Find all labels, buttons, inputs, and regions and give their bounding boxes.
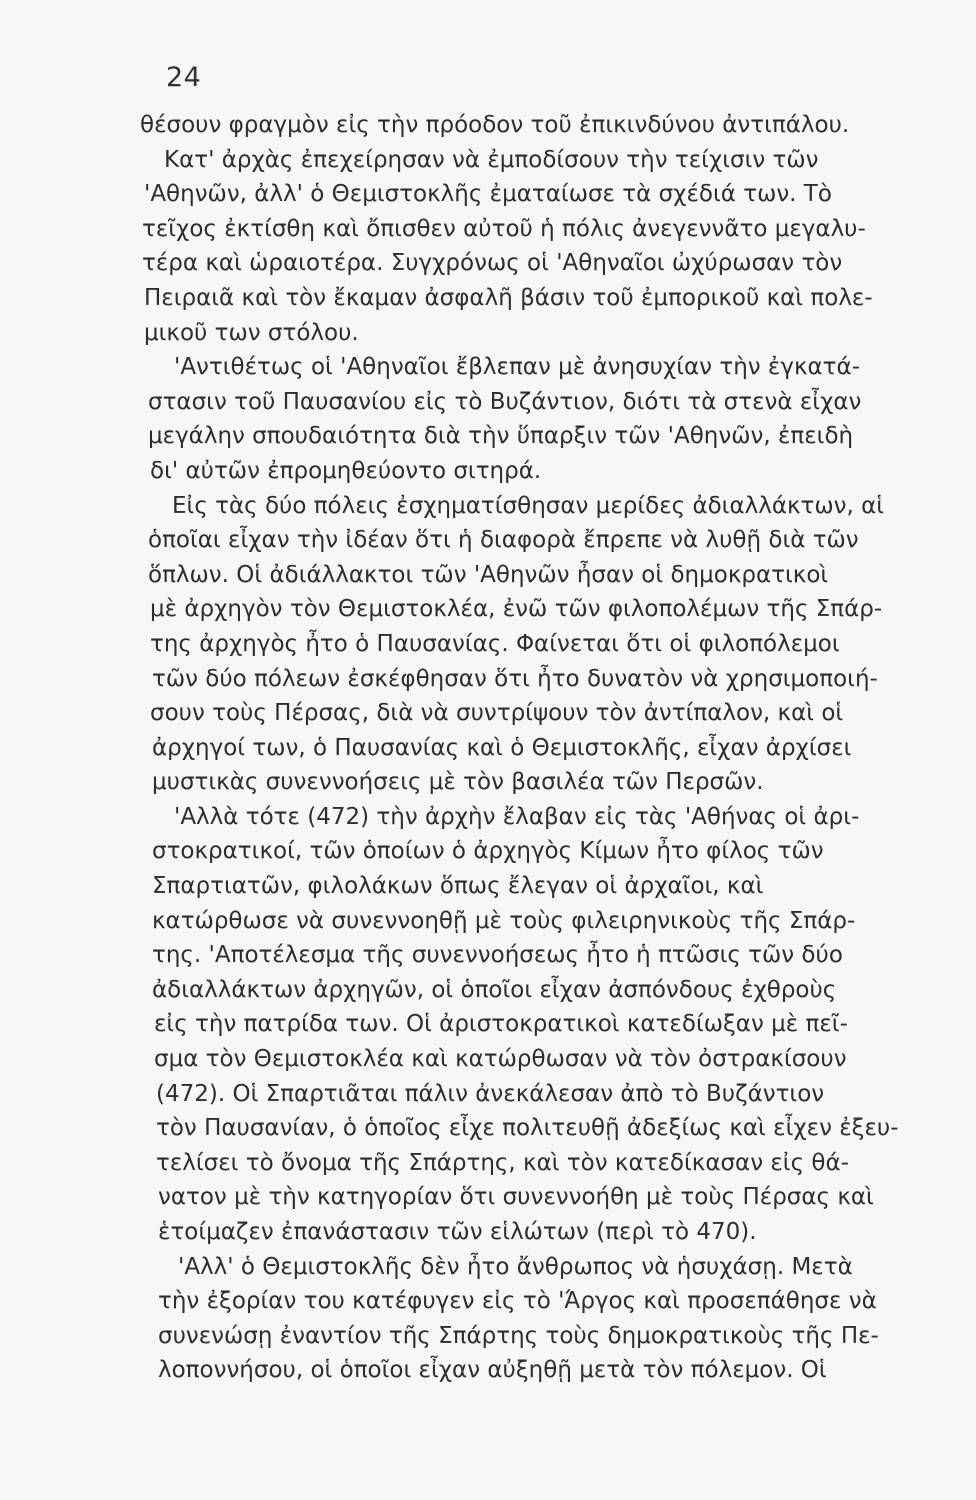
- text-line: στοκρατικοί, τῶν ὁποίων ὁ ἀρχηγὸς Κίμων ἦτο φίλος τῶν: [152, 838, 824, 865]
- text-line: τεῖχος ἐκτίσθη καὶ ὄπισθεν αὐτοῦ ἡ πόλις ἀνεγεννᾶτο μεγαλυ-: [142, 215, 866, 242]
- text-line: ἀδιαλλάκτων ἀρχηγῶν, οἱ ὁποῖοι εἶχαν ἀσπόνδους ἐχθροὺς: [152, 976, 837, 1003]
- text-line: μικοῦ των στόλου.: [144, 319, 359, 346]
- text-line: νατον μὲ τὴν κατηγορίαν ὅτι συνεννοήθη μὲ τοὺς Πέρσας καὶ: [158, 1184, 874, 1211]
- text-line: συνενώσῃ ἐναντίον τῆς Σπάρτης τοὺς δημοκρατικοὺς τῆς Πε-: [158, 1322, 879, 1349]
- page-number: 24: [166, 62, 202, 93]
- text-line: σμα τὸν Θεμιστοκλέα καὶ κατώρθωσαν νὰ τὸν ὀστρακίσουν: [154, 1046, 847, 1073]
- text-line: τέρα καὶ ὡραιοτέρα. Συγχρόνως οἱ 'Αθηναῖοι ὠχύρωσαν τὸν: [142, 250, 843, 277]
- text-line: ἀρχηγοί των, ὁ Παυσανίας καὶ ὁ Θεμιστοκλῆς, εἶχαν ἀρχίσει: [152, 734, 852, 761]
- text-line: τελίσει τὸ ὄνομα τῆς Σπάρτης, καὶ τὸν κατεδίκασαν εἰς θά-: [156, 1149, 849, 1176]
- text-line: Εἰς τὰς δύο πόλεις ἐσχηματίσθησαν μερίδες ἀδιαλλάκτων, αἱ: [172, 492, 885, 519]
- text-line: κατώρθωσε νὰ συνεννοηθῇ μὲ τοὺς φιλειρηνικοὺς τῆς Σπάρ-: [152, 907, 856, 934]
- text-line: μυστικὰς συνεννοήσεις μὲ τὸν βασιλέα τῶν Περσῶν.: [152, 769, 764, 796]
- text-line: εἰς τὴν πατρίδα των. Οἱ ἀριστοκρατικοὶ κατεδίωξαν μὲ πεῖ-: [154, 1011, 848, 1038]
- text-line: 'Αντιθέτως οἱ 'Αθηναῖοι ἔβλεπαν μὲ ἀνησυχίαν τὴν ἐγκατά-: [174, 354, 860, 381]
- text-line: τῶν δύο πόλεων ἐσκέφθησαν ὅτι ἦτο δυνατὸν νὰ χρησιμοποιή-: [152, 665, 878, 692]
- text-line: Σπαρτιατῶν, φιλολάκων ὅπως ἔλεγαν οἱ ἀρχαῖοι, καὶ: [152, 873, 764, 900]
- text-line: της ἀρχηγὸς ἦτο ὁ Παυσανίας. Φαίνεται ὅτι οἱ φιλοπόλεμοι: [150, 630, 840, 657]
- text-line: στασιν τοῦ Παυσανίου εἰς τὸ Βυζάντιον, διότι τὰ στενὰ εἶχαν: [148, 388, 862, 415]
- text-line: 'Αλλ' ὁ Θεμιστοκλῆς δὲν ἦτο ἄνθρωπος νὰ ἡσυχάσῃ. Μετὰ: [178, 1253, 853, 1280]
- text-line: 'Αθηνῶν, ἀλλ' ὁ Θεμιστοκλῆς ἐματαίωσε τὰ σχέδιά των. Τὸ: [144, 181, 832, 208]
- text-line: τὸν Παυσανίαν, ὁ ὁποῖος εἶχε πολιτευθῇ ἀδεξίως καὶ εἶχεν ἐξευ-: [156, 1115, 899, 1142]
- text-line: τὴν ἐξορίαν του κατέφυγεν εἰς τὸ 'Άργος καὶ προσεπάθησε νὰ: [158, 1288, 877, 1315]
- text-line: μεγάλην σπουδαιότητα διὰ τὴν ὕπαρξιν τῶν 'Αθηνῶν, ἐπειδὴ: [148, 423, 854, 450]
- text-line: Πειραιᾶ καὶ τὸν ἔκαμαν ἀσφαλῆ βάσιν τοῦ ἐμπορικοῦ καὶ πολε-: [144, 284, 873, 311]
- text-line: ὅπλων. Οἱ ἀδιάλλακτοι τῶν 'Αθηνῶν ἦσαν οἱ δημοκρατικοὶ: [148, 561, 829, 588]
- text-line: ὁποῖαι εἶχαν τὴν ἰδέαν ὅτι ἡ διαφορὰ ἔπρεπε νὰ λυθῇ διὰ τῶν: [148, 527, 859, 554]
- text-line: θέσουν φραγμὸν εἰς τὴν πρόοδον τοῦ ἐπικινδύνου ἀντιπάλου.: [140, 112, 850, 138]
- text-line: Κατ' ἀρχὰς ἐπεχείρησαν νὰ ἐμποδίσουν τὴν τείχισιν τῶν: [164, 146, 819, 173]
- text-line: μὲ ἀρχηγὸν τὸν Θεμιστοκλέα, ἐνῶ τῶν φιλοπολέμων τῆς Σπάρ-: [150, 596, 883, 623]
- text-line: δι' αὐτῶν ἐπρομηθεύοντο σιτηρά.: [150, 457, 542, 484]
- text-line: ἑτοίμαζεν ἐπανάστασιν τῶν εἱλώτων (περὶ τὸ 470).: [158, 1219, 757, 1245]
- text-line: (472). Οἱ Σπαρτιᾶται πάλιν ἀνεκάλεσαν ἀπὸ τὸ Βυζάντιον: [156, 1080, 825, 1107]
- text-line: σουν τοὺς Πέρσας, διὰ νὰ συντρίψουν τὸν ἀντίπαλον, καὶ οἱ: [150, 700, 844, 727]
- text-line: 'Αλλὰ τότε (472) τὴν ἀρχὴν ἔλαβαν εἰς τὰς 'Αθήνας οἱ ἀρι-: [174, 803, 860, 830]
- text-line: της. 'Αποτέλεσμα τῆς συνεννοήσεως ἦτο ἡ πτῶσις τῶν δύο: [152, 942, 843, 969]
- body-text: [140, 108, 910, 1388]
- text-line: λοποννήσου, οἱ ὁποῖοι εἶχαν αὐξηθῇ μετὰ τὸν πόλεμον. Οἱ: [158, 1357, 827, 1384]
